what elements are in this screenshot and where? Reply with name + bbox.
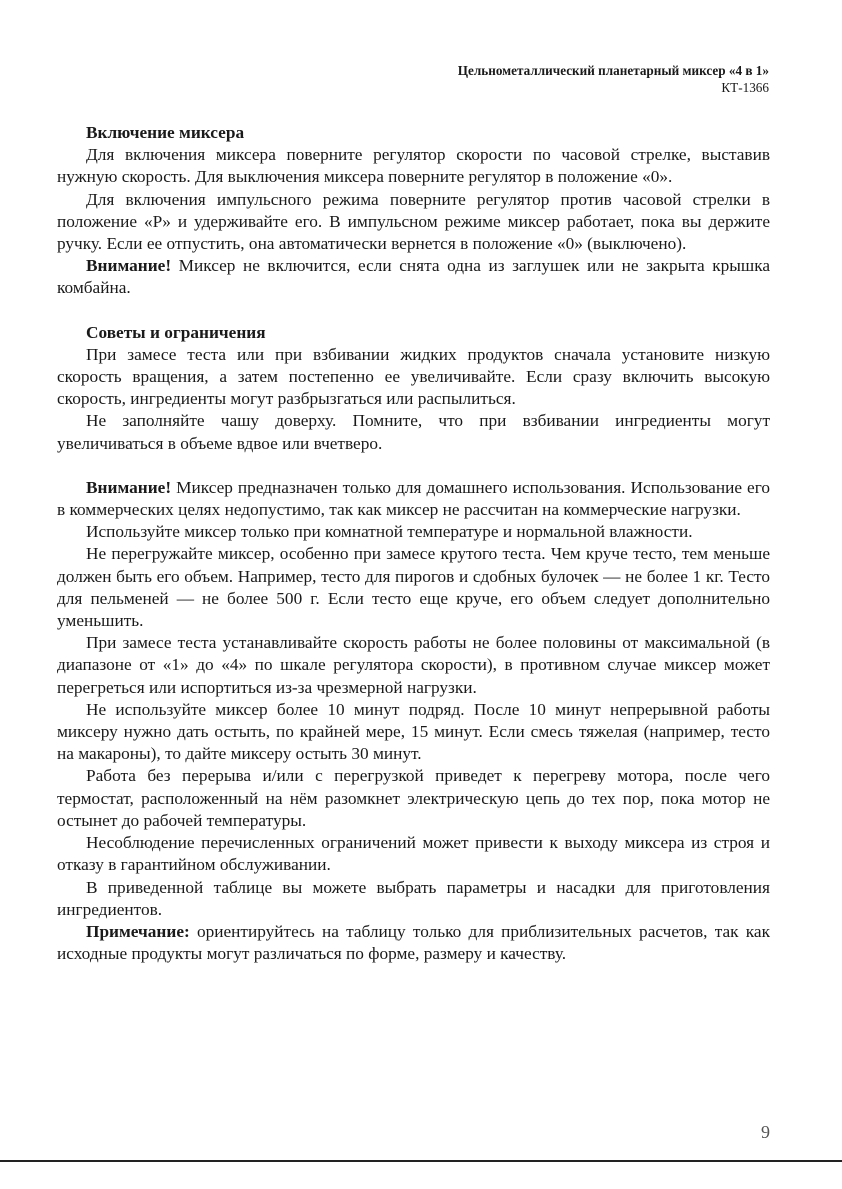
warning-text: Миксер предназначен только для домашнего использования. Использование его в коммерческих целях недопустимо, так как миксер не рассчитан на коммерческие нагрузки.	[57, 477, 770, 520]
note-text: ориентируйтесь на таблицу только для приблизительных расчетов, так как исходные продукты могут различаться по форме, размеру и качеству.	[57, 921, 770, 964]
header-model: КТ-1366	[721, 80, 769, 95]
paragraph: Работа без перерыва и/или с перегрузкой приведет к перегреву мотора, после чего термостат, расположенный на нём разомкнет электрическую цепь до тех пор, пока мотор не остынет до рабочей температуры.	[57, 766, 770, 830]
paragraph: Не заполняйте чашу доверху. Помните, что при взбивании ингредиенты могут увеличиваться в объеме вдвое или вчетверо.	[57, 411, 770, 453]
warning-paragraph	[57, 477, 770, 521]
warning-paragraph	[57, 255, 770, 299]
page-header	[458, 62, 769, 96]
page-content	[57, 122, 770, 965]
section-heading-switching-on: Включение миксера	[86, 123, 245, 142]
bottom-rule	[0, 1160, 842, 1162]
paragraph: Не используйте миксер более 10 минут подряд. После 10 минут непрерывной работы миксеру нужно дать остыть, по крайней мере, 15 минут. Если смесь тяжелая (например, тесто на макароны), то дайте миксеру остыть 30 минут.	[57, 699, 770, 764]
note-label: Примечание:	[86, 921, 190, 941]
paragraph: В приведенной таблице вы можете выбрать параметры и насадки для приготовления ингредиентов.	[57, 877, 770, 919]
warning-text: Миксер не включится, если снята одна из заглушек или не закрыта крышка комбайна.	[57, 256, 770, 298]
paragraph: Для включения импульсного режима поверните регулятор против часовой стрелки в положение «P» и удерживайте его. В импульсном режиме миксер работает, пока вы держите ручку. Если ее отпустить, она автоматически вернется в положение «0» (выключено).	[57, 189, 770, 254]
header-title: Цельнометаллический планетарный миксер «4 в 1»	[457, 63, 769, 78]
paragraph: При замесе теста устанавливайте скорость работы не более половины от максимальной (в диапазоне от «1» до «4» по шкале регулятора скорости), в противном случае миксер может перегреться или испортиться из-за чрезмерной нагрузки.	[57, 633, 770, 697]
paragraph: Не перегружайте миксер, особенно при замесе крутого теста. Чем круче тесто, тем меньше должен быть его объем. Например, тесто для пирогов и сдобных булочек — не более 1 кг. Тесто для пельменей — не более 500 г. Если тесто еще круче, его объем следует дополнительно уменьшить.	[57, 544, 770, 631]
warning-label: Внимание!	[86, 256, 172, 276]
page-number: 9	[761, 1122, 770, 1142]
section-heading-tips: Советы и ограничения	[86, 322, 266, 342]
paragraph: Несоблюдение перечисленных ограничений может привести к выходу миксера из строя и отказу в гарантийном обслуживании.	[57, 833, 770, 875]
paragraph: Для включения миксера поверните регулятор скорости по часовой стрелке, выставив нужную скорость. Для выключения миксера поверните регулятор в положение «0».	[57, 145, 770, 187]
paragraph: Используйте миксер только при комнатной температуре и нормальной влажности.	[86, 522, 693, 542]
note-paragraph	[57, 921, 770, 965]
warning-label: Внимание!	[86, 477, 172, 497]
paragraph: При замесе теста или при взбивании жидких продуктов сначала установите низкую скорость вращения, а затем постепенно ее увеличивайте. Если сразу включить высокую скорость, ингредиенты могут разбрызгаться или распылиться.	[57, 344, 770, 409]
